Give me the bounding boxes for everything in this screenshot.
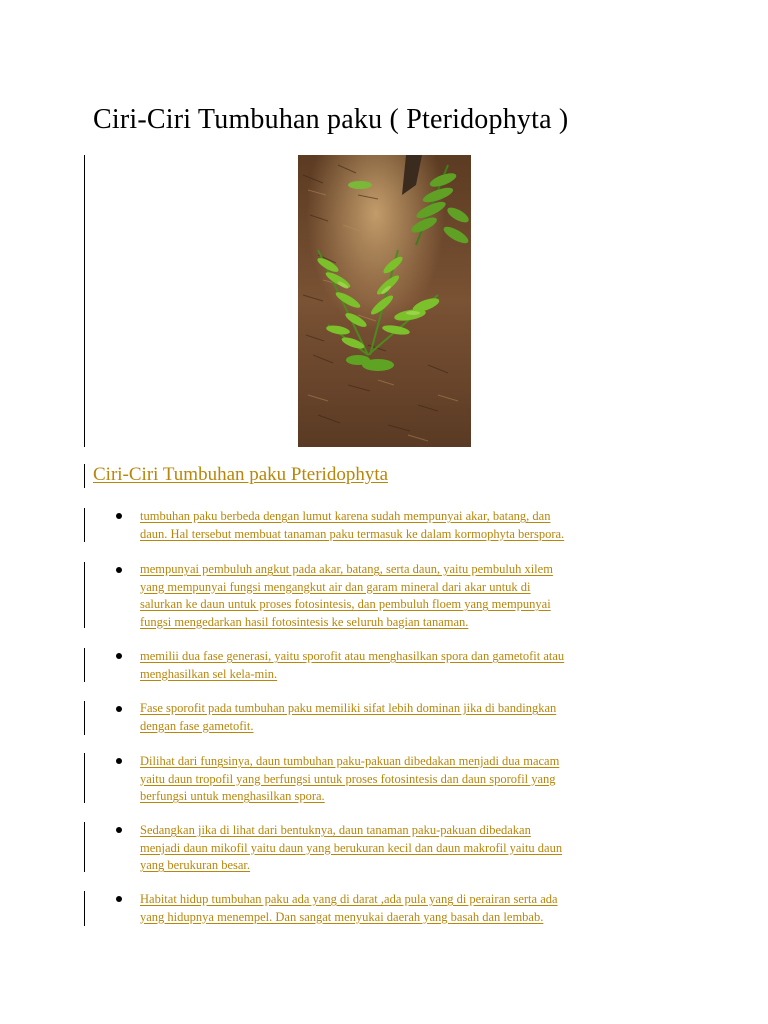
item-line: yang hidupnya menempel. Dan sangat menyukai daerah yang basah dan lembab. <box>140 909 544 924</box>
list-item-link[interactable] <box>140 700 680 735</box>
item-line: menjadi daun mikofil yaitu daun yang berukuran kecil dan daun makrofil yaitu daun <box>140 840 563 855</box>
item-line: yang berukuran besar. <box>140 858 251 872</box>
item-line: Fase sporofit pada tumbuhan paku memiliki sifat lebih dominan jika di bandingkan <box>140 701 557 715</box>
item-line: daun. Hal tersebut membuat tanaman paku termasuk ke dalam kormophyta berspora. <box>140 526 565 541</box>
margin-bar <box>84 562 85 628</box>
margin-bar <box>84 508 85 542</box>
bullet-marker <box>116 706 122 712</box>
bullet-marker <box>116 513 122 519</box>
margin-bar <box>84 701 85 735</box>
item-line: Sedangkan jika di lihat dari bentuknya, daun tanaman paku-pakuan dibedakan <box>140 823 531 837</box>
fern-photo <box>298 155 471 447</box>
item-line: Habitat hidup tumbuhan paku ada yang di darat ,ada pula yang di perairan serta ada <box>140 892 558 906</box>
bullet-marker <box>116 827 122 833</box>
item-line: yaitu daun tropofil yang berfungsi untuk proses fotosintesis dan daun sporofil yang <box>140 771 556 786</box>
item-line: berfungsi untuk menghasilkan spora. <box>140 789 325 803</box>
margin-bar <box>84 822 85 872</box>
margin-bar <box>84 155 85 447</box>
page-title: Ciri-Ciri Tumbuhan paku ( Pteridophyta ) <box>93 104 569 135</box>
item-line: memilii dua fase generasi, yaitu sporofit atau menghasilkan spora dan gametofit atau <box>140 649 565 663</box>
list-item-link[interactable] <box>140 822 680 875</box>
item-line: mempunyai pembuluh angkut pada akar, batang, serta daun, yaitu pembuluh xilem <box>140 562 553 576</box>
list-item-link[interactable] <box>140 508 680 543</box>
list-item-link[interactable] <box>140 561 680 631</box>
list-item-link[interactable] <box>140 753 680 806</box>
margin-bar <box>84 648 85 682</box>
item-line: tumbuhan paku berbeda dengan lumut karena sudah mempunyai akar, batang, dan <box>140 509 551 523</box>
bullet-marker <box>116 567 122 573</box>
item-line: menghasilkan sel kela-min. <box>140 666 278 681</box>
margin-bar <box>84 753 85 803</box>
item-line: yang mempunyai fungsi mengangkut air dan garam mineral dari akar untuk di <box>140 579 531 594</box>
margin-bar <box>84 891 85 926</box>
bullet-marker <box>116 896 122 902</box>
bullet-marker <box>116 653 122 659</box>
item-line: fungsi mengedarkan hasil fotosintesis ke seluruh bagian tanaman. <box>140 614 469 629</box>
list-item-link[interactable] <box>140 648 680 683</box>
item-line: salurkan ke daun untuk proses fotosintesis, dan pembuluh floem yang mempunyai <box>140 597 551 611</box>
list-item-link[interactable] <box>140 891 680 926</box>
section-title-link[interactable]: Ciri-Ciri Tumbuhan paku Pteridophyta <box>93 464 389 485</box>
item-line: dengan fase gametofit. <box>140 718 254 733</box>
bullet-marker <box>116 758 122 764</box>
item-line: Dilihat dari fungsinya, daun tumbuhan paku-pakuan dibedakan menjadi dua macam <box>140 754 560 768</box>
margin-bar <box>84 464 85 488</box>
